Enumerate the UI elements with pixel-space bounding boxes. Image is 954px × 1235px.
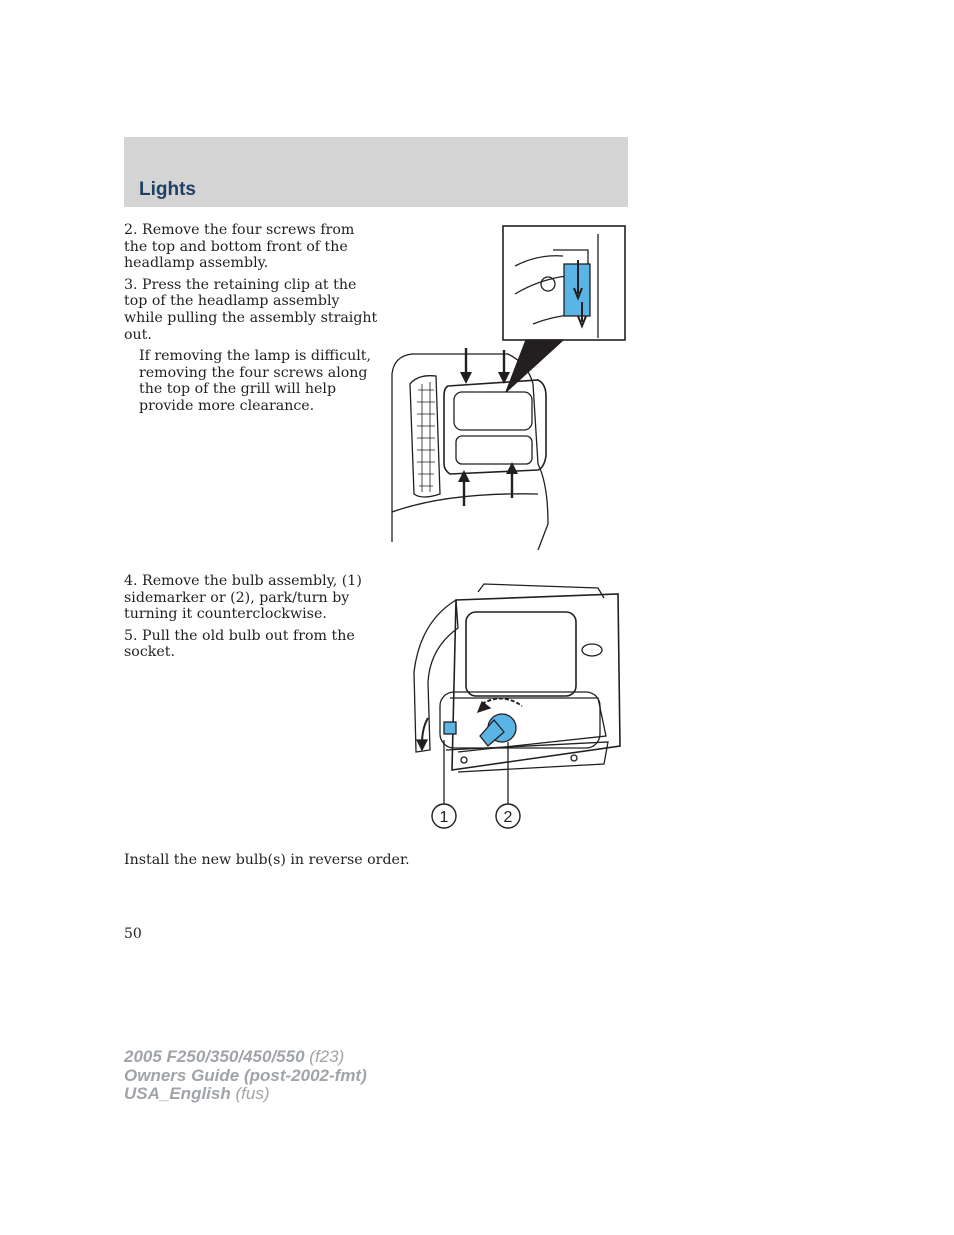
headlamp-removal-figure <box>388 224 628 554</box>
callout-label-2: 2 <box>503 809 513 826</box>
bulb-socket-figure <box>398 582 626 834</box>
sidemarker-bulb-icon <box>444 722 456 734</box>
install-instruction: Install the new bulb(s) in reverse order. <box>124 852 410 868</box>
page-number: 50 <box>124 926 142 942</box>
clearance-note: If removing the lamp is difficult, removing the four screws along the top of the grill will help provide more clearance. <box>139 348 372 414</box>
section-header-band <box>124 137 628 207</box>
footer-line-3: USA_English (fus) <box>124 1084 270 1103</box>
step-4: 4. Remove the bulb assembly, (1) sidemarker or (2), park/turn by turning it counterclockwise. <box>124 573 362 623</box>
instructions-top <box>124 222 379 420</box>
step-3: 3. Press the retaining clip at the top of the headlamp assembly while pulling the assembly straight out. <box>124 276 378 343</box>
instructions-bottom <box>124 573 369 666</box>
step-2: 2. Remove the four screws from the top and bottom front of the headlamp assembly. <box>124 222 355 272</box>
footer-line-2: Owners Guide (post-2002-fmt) <box>124 1065 367 1085</box>
document-footer <box>124 1048 367 1104</box>
step-5: 5. Pull the old bulb out from the socket. <box>124 627 355 661</box>
footer-line-1: 2005 F250/350/450/550 (f23) <box>124 1047 345 1066</box>
callout-label-1: 1 <box>439 809 449 826</box>
section-title: Lights <box>139 179 196 200</box>
